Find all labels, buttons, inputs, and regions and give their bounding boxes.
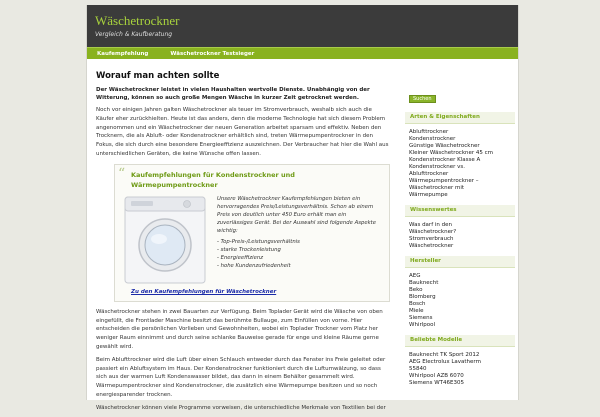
sidebar-link[interactable]: Bauknecht	[409, 280, 439, 286]
sidebar-link[interactable]: Kondenstrockner	[409, 136, 456, 142]
widget-title: Arten & Eigenschaften	[405, 112, 515, 124]
recommendation-title: Kaufempfehlungen für Kondenstrockner und Wärmepumpentrockner	[131, 170, 295, 189]
widget-arten	[409, 112, 515, 199]
sidebar-link[interactable]: Ablufttrockner	[409, 129, 449, 135]
page-title: Worauf man achten sollte	[96, 71, 220, 81]
sidebar-link[interactable]: Blomberg	[409, 294, 436, 300]
widget-title: Wissenswertes	[405, 205, 515, 217]
recommendation-text: Unsere Wäschetrockner Kaufempfehlungen bieten ein hervorragendes Preis/Leistungsverhältnis. Schon ab einem Preis von deutlich unter 450 Euro erhält man ein zuverlässiges Gerät. Bei der Auswahl sind folgende Aspekte wichtig:	[217, 195, 376, 234]
sidebar-link[interactable]: Günstige Wäschetrockner	[409, 143, 480, 149]
content-paragraph: Wäschetrockner können viele Programme vorweisen, die unterschiedliche Merkmale von Textilien bei der	[96, 404, 386, 411]
sidebar-link[interactable]: Kondenstrockner Klasse A	[409, 157, 481, 163]
list-item: - Top-Preis-/Leistungsverhältnis	[217, 238, 300, 245]
sidebar-link[interactable]: AEG	[409, 273, 421, 279]
widget-title: Beliebte Modelle	[405, 335, 515, 347]
sidebar-link[interactable]: Bauknecht TK Sport 2012	[409, 352, 480, 358]
sidebar-link[interactable]: Ablufttrockner	[409, 171, 449, 177]
sidebar-link[interactable]: Kondenstrockner vs.	[409, 164, 466, 170]
search-form	[409, 94, 515, 103]
site-title[interactable]: Wäschetrockner	[95, 13, 180, 28]
sidebar-link[interactable]: Bosch	[409, 301, 426, 307]
widget-wissenswertes	[409, 205, 515, 250]
site-header	[87, 5, 518, 47]
list-item: - Energieeffizienz	[217, 254, 264, 261]
page-wrapper	[86, 5, 519, 411]
recommendation-list	[217, 238, 383, 270]
sidebar-link[interactable]: Wärmepumpe	[409, 192, 448, 198]
sidebar-link[interactable]: Was darf in den	[409, 222, 453, 228]
sidebar-link[interactable]: Wäschetrockner	[409, 243, 454, 249]
sidebar-link[interactable]: Beko	[409, 287, 423, 293]
sidebar-link[interactable]: 55840	[409, 366, 427, 372]
sidebar-link[interactable]: Whirlpool AZB 6070	[409, 373, 464, 379]
site-tagline: Vergleich & Kaufberatung	[95, 31, 173, 38]
sidebar-link[interactable]: Siemens WT46E305	[409, 380, 465, 386]
sidebar-link[interactable]: Wäschetrockner mit	[409, 185, 465, 191]
list-item: - starke Trockenleistung	[217, 246, 281, 253]
nav-item-kaufempfehlung[interactable]: Kaufempfehlung	[97, 50, 149, 57]
recommendation-box	[114, 164, 390, 302]
sidebar-link[interactable]: Wäschetrockner?	[409, 229, 457, 235]
quote-icon: “	[118, 165, 126, 182]
nav-item-testsieger[interactable]: Wäschetrockner Testsieger	[170, 50, 255, 57]
sidebar-link[interactable]: Siemens	[409, 315, 433, 321]
sidebar-link[interactable]: Kleiner Wäschetrockner 45 cm	[409, 150, 494, 156]
widget-beliebte-modelle	[409, 335, 515, 387]
intro-paragraph: Noch vor einigen Jahren galten Wäschetrockner als teuer im Stromverbrauch, weshalb sich auch die Käufer eher zurückhielten. Heute ist das anders, denn die moderne Technologie hat sich diesem Problem angenommen und ein Wäschetrockner der neuen Generation arbeitet sparsam und effektiv. Neben den Trocknern, die als Abluft- oder Kondenstrockner erhältlich sind, treten Wärmepumpentrockner in den Fokus, die sich durch eine besondere Energieeffizienz auszeichnen. Der Verbraucher hat hier die Wahl aus unterschiedlichen Geräten, die keine Wünsche offen lassen.	[96, 107, 389, 157]
dryer-image[interactable]	[121, 195, 209, 285]
widget-hersteller	[409, 256, 515, 329]
content-paragraph: Beim Ablufttrockner wird die Luft über einen Schlauch entweder durch das Fenster ins Freie geleitet oder passiert ein Abluftsystem im Haus. Der Kondenstrockner funktioniert durch die Luftumwälzung, so dass sich aus der warmen Luft Kondenswasser bildet, das dann in einem Behälter gesammelt wird. Wärmepumpentrockner sind Kondenstrockner, die zusätzlich eine Wärmepumpe besitzen und so noch energiesparender trocknen.	[96, 356, 386, 398]
sidebar-link[interactable]: Miele	[409, 308, 424, 314]
recommendations-link[interactable]: Zu den Kaufempfehlungen für Wäschetrockner	[131, 288, 277, 295]
main-content	[96, 71, 391, 417]
content-paragraph: Wäschetrockner stehen in zwei Bauarten zur Verfügung. Beim Toplader Gerät wird die Wäsche von oben eingefüllt, die Frontlader Maschine besitzt das berühmte Bullauge, zum Einfüllen von vorne. Hier entscheiden die persönlichen Vorlieben und Gewohnheiten, wobei ein Toplader Trockner vom Platz her weniger Raum einnimmt und durch seine schlanke Bauweise gerade für enge und kleine Räume gerne gewählt wird.	[96, 308, 383, 350]
main-nav	[87, 47, 518, 59]
sidebar-link[interactable]: Stromverbrauch	[409, 236, 454, 242]
sidebar-link[interactable]: AEG Electrolux Lavatherm	[409, 359, 481, 365]
list-item: - hohe Kundenzufriedenheit	[217, 262, 291, 269]
lead-paragraph: Der Wäschetrockner leistet in vielen Haushalten wertvolle Dienste. Unabhängig von der Witterung, können so auch große Mengen Wäsche in kurzer Zeit getrocknet werden.	[96, 87, 370, 101]
widget-title: Hersteller	[405, 256, 515, 268]
sidebar-link[interactable]: Wärmepumpentrockner –	[409, 178, 479, 184]
dryer-illustration	[121, 195, 209, 285]
sidebar	[409, 94, 515, 393]
sidebar-link[interactable]: Whirlpool	[409, 322, 435, 328]
search-button[interactable]: Suchen	[409, 95, 436, 103]
